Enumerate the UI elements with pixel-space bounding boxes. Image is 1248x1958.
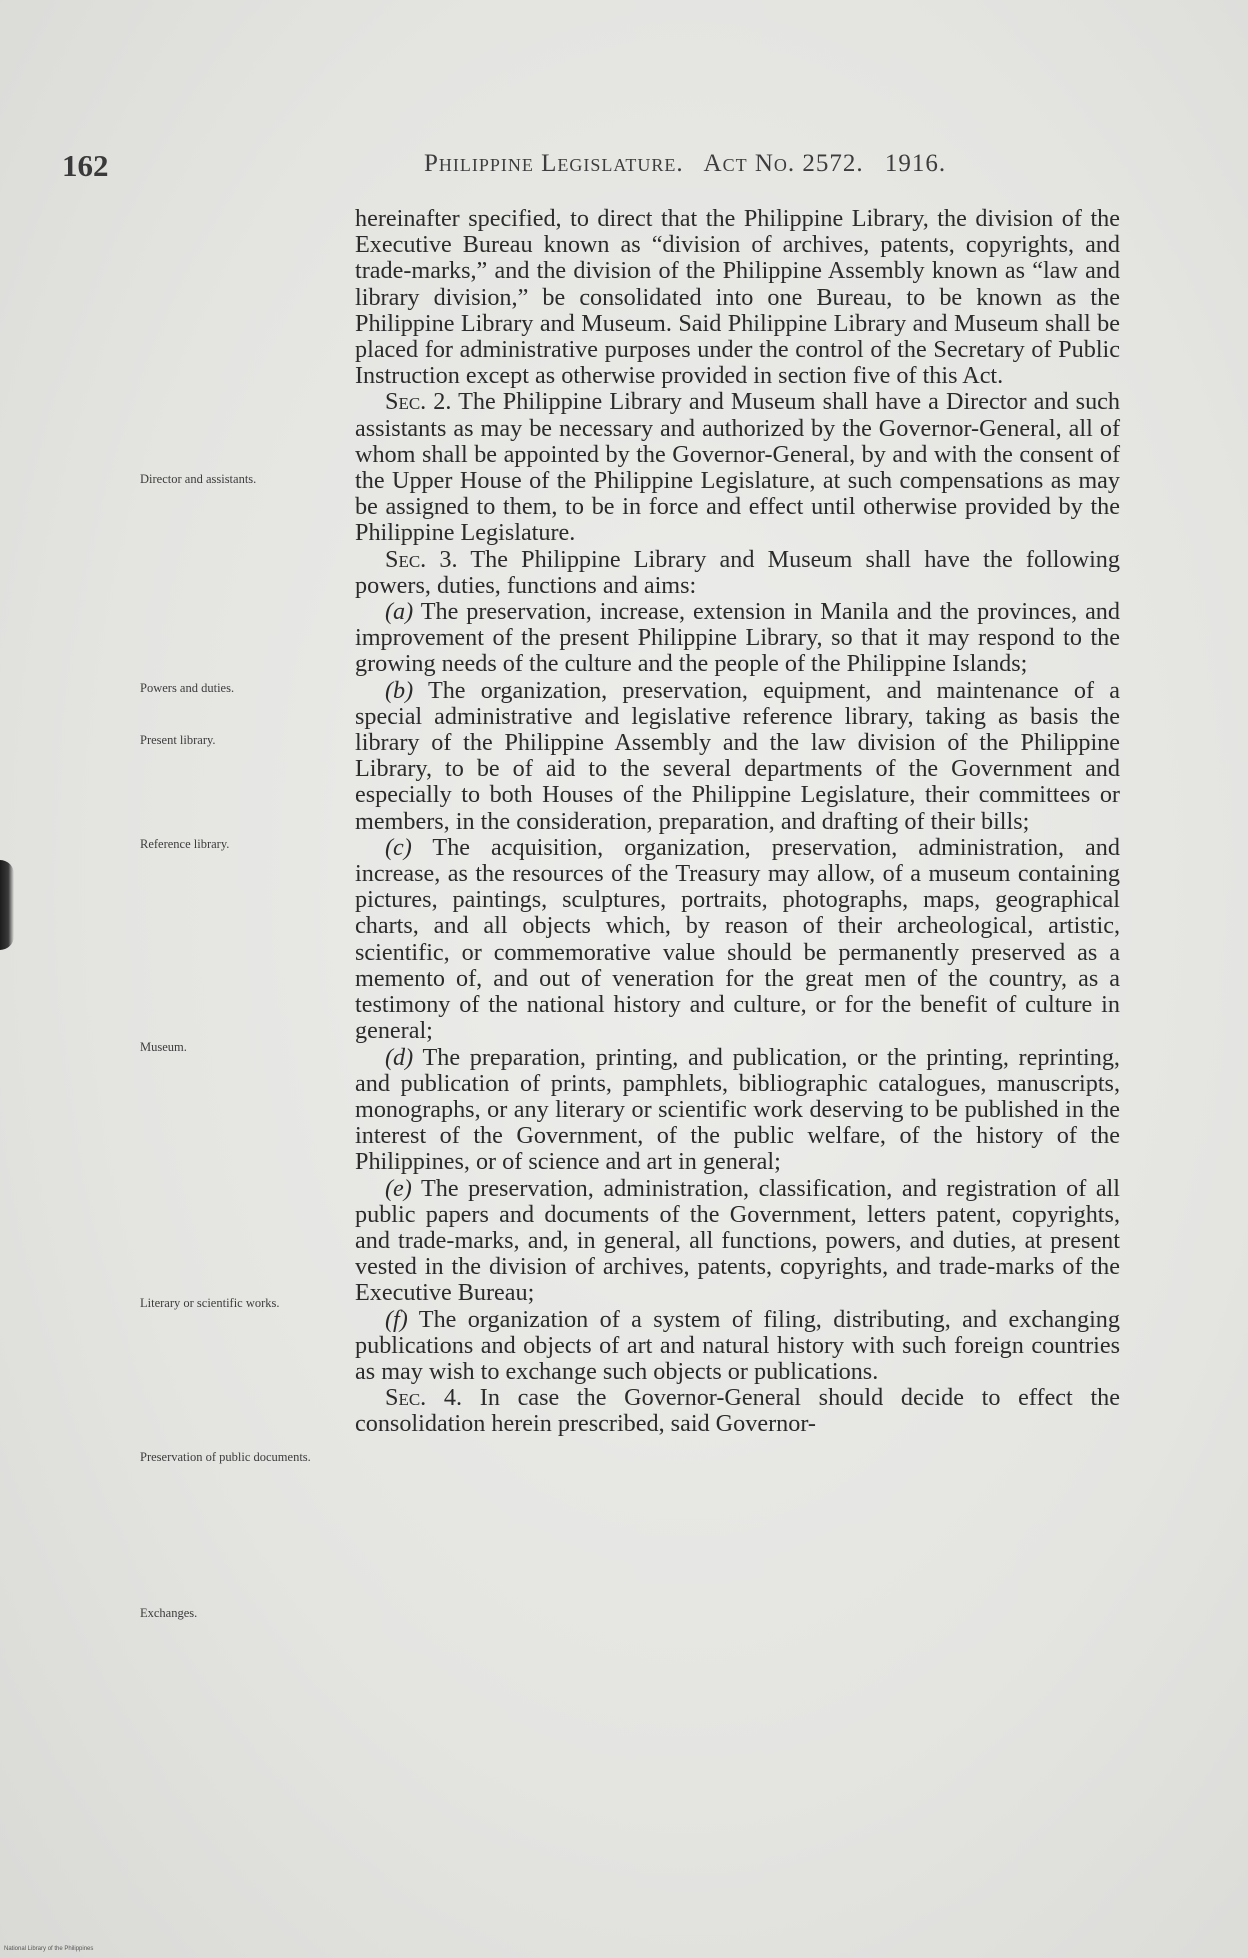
clause-b-text: The organization, preservation, equipment, and maintenance of a special administrative and legislative reference library, taking as basis the library of the Philippine Assembly and the law division of the Philippine Library, to be of aid to the several departments of the Government and especially to both Houses of the Philippine Legislature, their committees or members, in the consideration, preparation, and drafting of their bills; bbox=[355, 676, 1120, 835]
paragraph-sec-2 bbox=[355, 389, 1120, 546]
clause-f-text: The organization of a system of filing, distributing, and exchanging publications and objects of art and natural history with such foreign countries as may wish to exchange such objects or publications. bbox=[355, 1305, 1120, 1385]
paragraph-a bbox=[355, 599, 1120, 678]
clause-b-label: (b) bbox=[385, 676, 414, 704]
clause-f-label: (f) bbox=[385, 1305, 408, 1333]
sec-2-label: Sec. 2. bbox=[385, 388, 452, 416]
margin-note-director: Director and assistants. bbox=[140, 472, 257, 486]
margin-note-powers: Powers and duties. bbox=[140, 681, 235, 695]
running-head-title: Philippine Legislature. bbox=[424, 150, 684, 177]
sec-3-text: The Philippine Library and Museum shall have the following powers, duties, functions and aims: bbox=[355, 545, 1120, 599]
paragraph-d bbox=[355, 1045, 1120, 1176]
clause-e-label: (e) bbox=[385, 1174, 412, 1202]
clause-e-text: The preservation, administration, classification, and registration of all public papers and documents of the Government, letters patent, copyrights, and trade-marks, and, in general, all functions, powers, and duties, at present vested in the division of archives, patents, copyrights, and trade-marks of the Executive Bureau; bbox=[355, 1174, 1120, 1307]
paragraph-e bbox=[355, 1176, 1120, 1307]
clause-d-text: The preparation, printing, and publication, or the printing, reprinting, and publication of prints, pamphlets, bibliographic catalogues, manuscripts, monographs, or any literary or scientific work deserving to be published in the interest of the Government, of the public welfare, of the history of the Philippines, or of science and art in general; bbox=[355, 1043, 1120, 1176]
clause-c-text: The acquisition, organization, preservation, administration, and increase, as the resources of the Treasury may allow, of a museum containing pictures, paintings, sculptures, portraits, photographs, maps, geographical charts, and all objects which, by reason of their archeological, artistic, scientific, or commemorative value should be permanently preserved as a memento of, and out of veneration for the great men of the country, as a testimony of the national history and culture, or for the benefit of culture in general; bbox=[355, 833, 1120, 1045]
margin-note-reference-library: Reference library. bbox=[140, 837, 230, 851]
sec-2-text: The Philippine Library and Museum shall have a Director and such assistants as may be necessary and authorized by the Governor-General, all of whom shall be appointed by the Governor-General, by and with the consent of the Upper House of the Philippine Legislature, at such compensations as may be assigned to them, to be in force and effect until otherwise provided by the Philippine Legislature. bbox=[355, 388, 1120, 547]
paragraph-sec-3 bbox=[355, 547, 1120, 599]
running-head bbox=[424, 150, 960, 178]
clause-a-text: The preservation, increase, extension in Manila and the provinces, and improvement of the present Philippine Library, so that it may respond to the growing needs of the culture and the people of the Philippine Islands; bbox=[355, 598, 1120, 678]
margin-note-preservation: Preservation of public documents. bbox=[140, 1450, 311, 1464]
body-text bbox=[355, 206, 1120, 1438]
clause-c-label: (c) bbox=[385, 833, 412, 861]
sec-4-text: In case the Governor-General should decide to effect the consolidation herein prescribed, said Governor- bbox=[355, 1384, 1121, 1438]
running-head-act: Act No. 2572. bbox=[703, 150, 864, 177]
clause-a-label: (a) bbox=[385, 598, 414, 626]
paragraph-c bbox=[355, 835, 1120, 1045]
margin-note-present-library: Present library. bbox=[140, 733, 216, 747]
page-number: 162 bbox=[62, 148, 109, 183]
paragraph-b bbox=[355, 678, 1120, 835]
sec-3-label: Sec. 3. bbox=[385, 545, 458, 573]
paragraph-f bbox=[355, 1307, 1120, 1386]
sec-4-label: Sec. 4. bbox=[385, 1384, 463, 1412]
scan-edge-shadow bbox=[0, 860, 14, 950]
paragraph-sec-4 bbox=[355, 1385, 1120, 1437]
clause-d-label: (d) bbox=[385, 1043, 414, 1071]
running-head-year: 1916. bbox=[884, 150, 947, 177]
paragraph-intro: hereinafter specified, to direct that the Philippine Library, the division of the Executive Bureau known as “division of archives, patents, copyrights, and trade-marks,” and the division of the Philippine Assembly known as “law and library division,” be consolidated into one Bureau, to be known as the Philippine Library and Museum. Said Philippine Library and Museum shall be placed for administrative purposes under the control of the Secretary of Public Instruction except as otherwise provided in section five of this Act. bbox=[355, 205, 1120, 390]
margin-note-exchanges: Exchanges. bbox=[140, 1606, 198, 1620]
margin-note-literary: Literary or scientific works. bbox=[140, 1296, 280, 1310]
margin-note-museum: Museum. bbox=[140, 1040, 187, 1054]
scan-credit: National Library of the Philippines bbox=[4, 1946, 94, 1952]
